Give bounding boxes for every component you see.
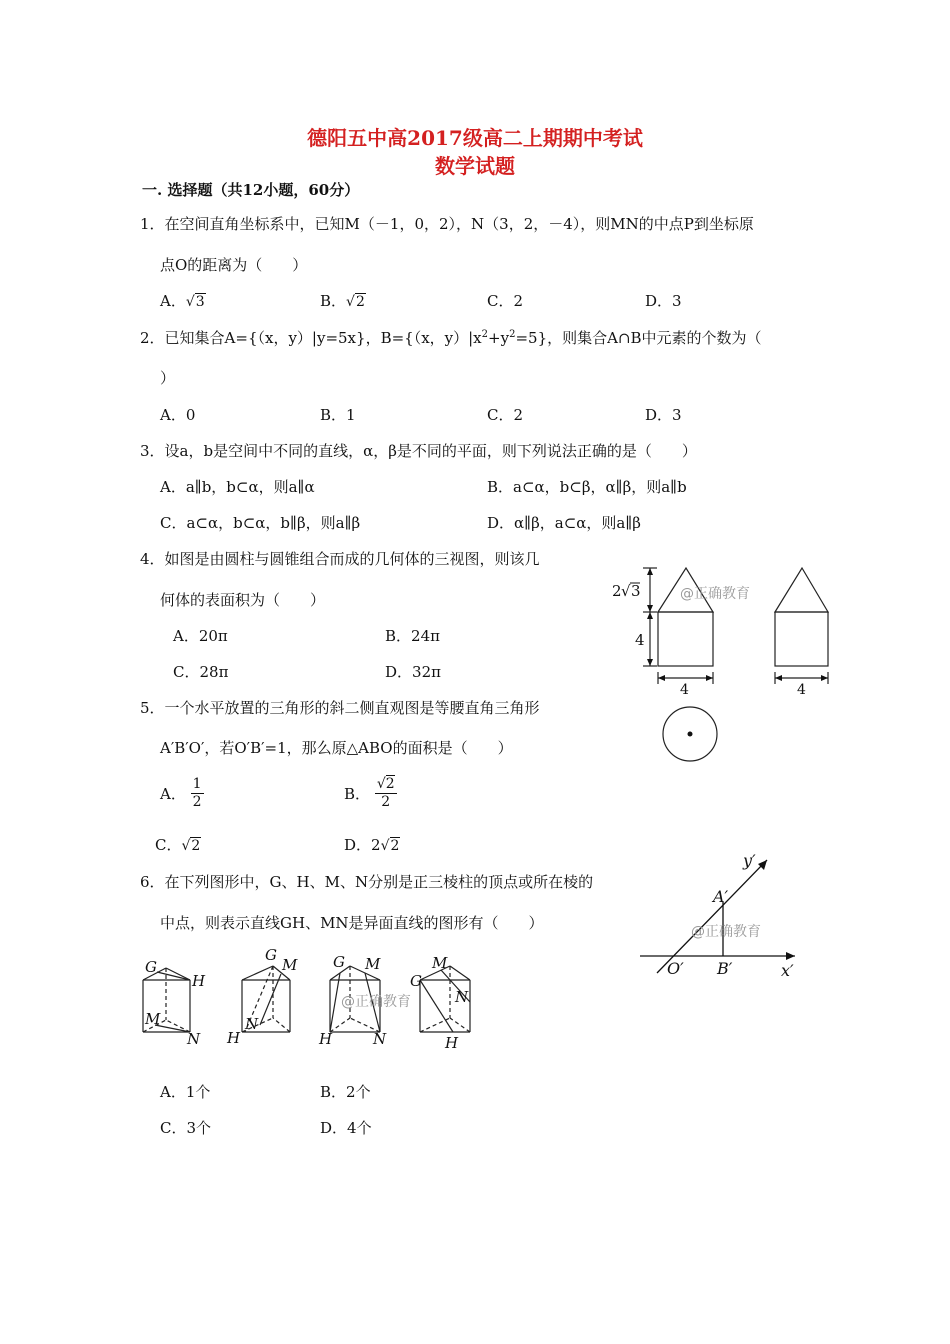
q3-option-c: C．a⊂α，b⊂α，b∥β，则a∥β [160, 514, 361, 532]
x-axis-label: x′ [781, 961, 794, 980]
question-4-text: 4．如图是由圆柱与圆锥组合而成的几何体的三视图，则该几 [140, 550, 540, 568]
q2-option-c: C．2 [487, 406, 524, 424]
q5-option-b: B． $\frac{√2}{2}$ [344, 776, 395, 810]
fig2-label-h: H [227, 1029, 241, 1047]
q1-option-d: D．3 [645, 292, 682, 310]
q1-option-c: C．2 [487, 292, 524, 310]
q1-option-a: A．√3 [160, 292, 205, 310]
q4-option-c: C．28π [173, 663, 229, 681]
q6-option-c: C．3个 [160, 1119, 212, 1137]
q4-option-d: D．32π [385, 663, 441, 681]
question-3-text: 3．设a，b是空间中不同的直线，α，β是不同的平面，则下列说法正确的是（ ） [140, 442, 697, 460]
point-a-label: A′ [713, 887, 729, 906]
watermark-2: @正确教育 [691, 924, 761, 940]
svg-text:√: √ [621, 582, 631, 600]
oblique-axes-figure [635, 850, 815, 985]
front-view-cylinder [658, 612, 713, 666]
q1-option-b: B．√2 [320, 292, 365, 310]
q2-option-d: D．3 [645, 406, 682, 424]
fig4-label-h: H [445, 1034, 459, 1052]
side-view-cylinder [775, 612, 828, 666]
width-label-left: 4 [680, 682, 689, 698]
question-6-text: 6．在下列图形中，G、H、M、N分别是正三棱柱的顶点或所在棱的 [140, 873, 594, 891]
fig2-label-m: M [282, 956, 298, 974]
prism-figures [135, 940, 485, 1055]
fig3-label-n: N [373, 1030, 387, 1048]
q5-option-a: A． $\frac{1}{2}$ [160, 776, 202, 810]
q5-option-c: C．√2 [155, 836, 201, 854]
watermark: @正确教育 [680, 586, 750, 602]
question-2-text: 2．已知集合A={（x，y）|y=5x}，B={（x，$y)|x^2+y^2=5$}，则集合A∩B中元素的个数为（ [140, 329, 762, 347]
width-label-right: 4 [797, 682, 806, 698]
q2-option-a: A．0 [160, 406, 196, 424]
q4-option-a: A．20π [173, 627, 228, 645]
point-o-label: O′ [667, 959, 684, 978]
point-b-label: B′ [717, 959, 733, 978]
side-view-cone [775, 568, 828, 612]
question-4-text-cont: 何体的表面积为（ ） [160, 591, 326, 609]
fig1-label-h: H [192, 972, 206, 990]
question-1-text: 1．在空间直角坐标系中，已知M（－1，0，2），N（3，2，－4），则MN的中点P到坐标原 [140, 215, 754, 233]
height-label-bottom: 4 [635, 631, 645, 649]
fig4-label-n: N [455, 988, 469, 1006]
fig3-label-h: H [319, 1030, 333, 1048]
question-6-text-cont: 中点，则表示直线GH、MN是异面直线的图形有（ ） [160, 914, 544, 932]
q3-option-d: D．α∥β，a⊂α，则a∥β [487, 514, 641, 532]
q4-option-b: B．24π [385, 627, 440, 645]
fig4-label-g: G [410, 972, 422, 990]
q3-option-b: B．a⊂α，b⊂β，α∥β，则a∥b [487, 478, 687, 496]
section-heading: 一. 选择题（共12小题，60分） [142, 181, 360, 199]
page-subtitle: 数学试题 [435, 154, 515, 178]
q6-option-b: B．2个 [320, 1083, 371, 1101]
question-1-text-cont: 点O的距离为（ ） [160, 256, 308, 274]
question-5-text: 5．一个水平放置的三角形的斜二侧直观图是等腰直角三角形 [140, 699, 540, 717]
page-title: 德阳五中高2017级高二上期期中考试 [307, 126, 643, 150]
fig1-label-m: M [145, 1010, 161, 1028]
fig4-label-m: M [432, 954, 448, 972]
question-5-text-cont: A′B′O′，若O′B′=1，那么原△ABO的面积是（ ） [160, 739, 513, 757]
question-2-text-cont: ） [160, 369, 176, 387]
three-view-figure [600, 560, 840, 765]
q5-option-d: D．2√2 [344, 836, 400, 854]
top-view-center-dot [688, 732, 693, 737]
height-label-top-rad: 3 [631, 582, 641, 600]
height-label-top: 2 [612, 582, 622, 600]
q6-option-a: A．1个 [160, 1083, 211, 1101]
fig2-label-g: G [265, 946, 277, 964]
q6-option-d: D．4个 [320, 1119, 372, 1137]
q3-option-a: A．a∥b，b⊂α，则a∥α [160, 478, 315, 496]
fig1-label-n: N [187, 1030, 201, 1048]
fig1-label-g: G [145, 958, 157, 976]
fig3-label-g: G [333, 953, 345, 971]
fig3-label-m: M [365, 955, 381, 973]
watermark-3: @正确教育 [341, 994, 411, 1010]
fig2-label-n: N [245, 1015, 259, 1033]
y-axis-label: y′ [743, 851, 756, 870]
q2-option-b: B．1 [320, 406, 356, 424]
